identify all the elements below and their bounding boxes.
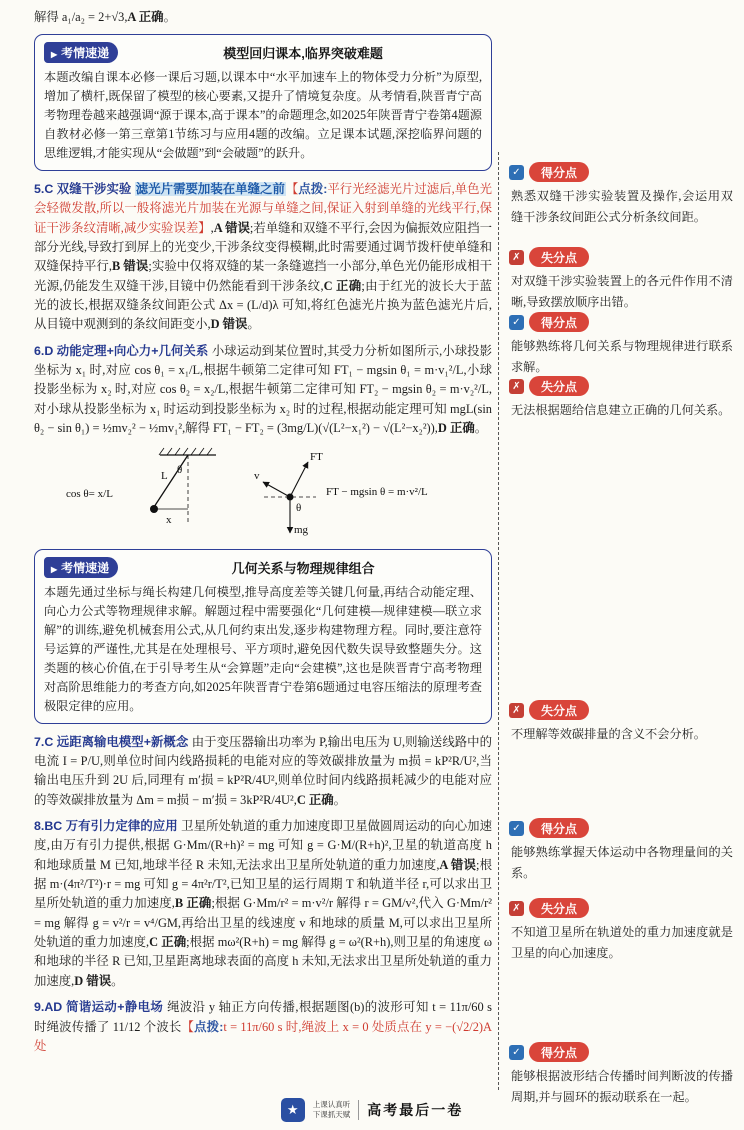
figure-svg	[64, 445, 444, 541]
note-text: 能够根据波形结合传播时间判断波的传播周期,并与圆环的振动联系在一起。	[511, 1069, 733, 1104]
text-segment: 点拨:	[194, 1019, 224, 1034]
text-segment: 绳波沿 y 轴正方向传播,根据题图(b)的波形可知 t = 11π/60 s 时绳波传播了 11/12 个波长	[34, 1000, 496, 1034]
text-segment: 解得 a₁/a₂ = 2+√3,	[34, 10, 128, 24]
note-header	[509, 1042, 737, 1062]
text-segment: 由于变压器输出功率为 P,输出电压为 U,则输送线路中的电流 I = P/U,则单位时间内线路损耗的电能对应的等效碳排放量为 m损 = kP²R/U²,当输出电压升到 2U 后,同理有 m′损 = kP²R/4U²,则单位时间内线路损耗减少的电能对应的等效碳排放量为 Δm = m损 − m′损 = 3kP²R/4U²,	[34, 734, 493, 807]
text-segment: 卫星所处轨道的重力加速度即卫星做圆周运动的向心加速度,由万有引力提供,根据 G·Mm/(R+h)² = mg 可知 g = G·M/(R+h)²,卫星的轨道高度 h 和地球质量 M 已知,地球半径 R 未知,无法求出卫星所处轨道的重力加速度,	[34, 819, 496, 872]
note-header	[509, 818, 737, 838]
text-segment: C 正确	[149, 935, 187, 950]
note-header	[509, 312, 737, 332]
figure-left-formula: cos θ= x/L	[66, 488, 113, 501]
text-segment: B 错误	[111, 259, 149, 274]
note-gain-3	[509, 818, 737, 884]
text-segment: 万有引力定律的应用	[65, 819, 182, 834]
text-segment: 9.AD	[34, 1000, 67, 1015]
infobox-body: 本题先通过坐标与绳长构建几何模型,推导高度差等关键几何量,再结合动能定理、向心力公式等物理规律求解。解题过程中需要强化“几何建模—规律建模—联立求解”的训练,避免机械套用公式,从几何约束出发,逐步构建物理方程。同时,要注意符号运算的严谨性,尤其是在处理根号、平方项时,避免因代数失误导致整题失分。这类题的核心价值,在于引导考生从“会算题”走向“会建模”,这也是陕晋青宁高考物理对高阶思维能力的考查方向,如2025年陕晋青宁卷第6题通过电容压缩法的原理考查极限定律的应用。	[44, 585, 482, 713]
footer-slogans	[313, 1100, 351, 1120]
text-segment: 滤光片需要加装在单缝之前	[135, 181, 285, 196]
note-label: 得分点	[529, 162, 589, 182]
main-column	[34, 8, 496, 1063]
margin-notes	[509, 0, 737, 1130]
figure-label-x: x	[166, 514, 172, 527]
check-icon	[509, 315, 524, 330]
text-segment: ;实验中仅将双缝的某一条缝遮挡一小部分,单色光仍能形成相干光源,仍能发生双缝干涉,目镜中仍然能看到干涉条纹,	[34, 259, 492, 293]
footer-divider	[358, 1100, 359, 1120]
text-segment: B 正确	[174, 896, 212, 911]
note-loss-4	[509, 898, 737, 964]
text-segment: ;由于红光的波长大于蓝光的波长,根据双缝条纹间距公式 Δx = (L/d)λ 可知,将红色滤光片换为蓝色滤光片后,从目镜中观测到的条纹间距变小,	[34, 278, 492, 332]
note-text: 无法根据题给信息建立正确的几何关系。	[511, 403, 731, 417]
text-segment: 7.C	[34, 734, 57, 749]
brand-logo-icon	[281, 1098, 305, 1122]
flag-icon	[51, 561, 57, 575]
text-segment: 远距离输电模型+新概念	[56, 734, 192, 749]
text-segment: 。	[163, 10, 176, 24]
note-gain-2	[509, 312, 737, 378]
note-loss-2	[509, 376, 737, 421]
text-segment: D 错误	[210, 317, 248, 332]
text-segment: 平行光经滤光片过滤后,单色光会轻微发散,所以一般将滤光片加装在光源与单缝之间,保证入射到单缝的光线平行,保证干涉条纹清晰,减少实验误差】	[34, 181, 492, 235]
text-segment: 双缝干涉实验	[56, 181, 135, 196]
cross-icon	[509, 703, 524, 718]
note-label: 失分点	[529, 898, 589, 918]
text-segment: D 错误	[74, 973, 112, 988]
note-text: 不知道卫星所在轨道处的重力加速度就是卫星的向心加速度。	[511, 925, 733, 960]
infobox-body: 本题改编自课本必修一课后习题,以课本中“水平加速车上的物体受力分析”为原型,增加了横杆,既保留了模型的核心要素,又提升了情境复杂度。从考情看,陕晋青宁高考物理卷越来越强调“源于课本,高于课本”的命题理念,如2025年陕晋青宁卷第4题源自教材必修一第三章第1节练习与应用4题的改编。立足课本试题,深挖临界问题的思维逻辑,才能实现从“会做题”到“会破题”的跃升。	[44, 70, 482, 160]
figure-label-theta: θ	[177, 464, 183, 477]
check-icon	[509, 1045, 524, 1060]
note-text: 熟悉双缝干涉实验装置及操作,会运用双缝干涉条纹间距公式分析条纹间距。	[511, 189, 733, 224]
infobox-title: 模型回归课本,临界突破难题	[223, 46, 383, 62]
text-segment: C 正确	[323, 278, 362, 293]
text-segment: 。	[111, 973, 124, 988]
cross-icon	[509, 250, 524, 265]
question-7	[34, 733, 492, 810]
text-segment: ;根据 mω²(R+h) = mg 解得 g = ω²(R+h),则卫星的角速度 ω 和地球的半径 R 已知,卫星距离地球表面的高度 h 未知,无法求出卫星所处轨道的重力加速度,	[34, 935, 496, 988]
note-label: 得分点	[529, 1042, 589, 1062]
note-header	[509, 700, 737, 720]
note-header	[509, 247, 737, 267]
exam-info-box-1	[34, 34, 492, 171]
solution-top-line	[34, 8, 492, 27]
note-header	[509, 898, 737, 918]
figure-label-mg: mg	[294, 524, 309, 537]
question-6	[34, 342, 496, 439]
text-segment: 6.D	[34, 343, 57, 358]
flag-icon	[51, 46, 57, 60]
badge-label: 考情速递	[61, 46, 110, 61]
question-8	[34, 817, 496, 991]
cross-icon	[509, 901, 524, 916]
text-segment: 简谐运动+静电场	[66, 1000, 168, 1015]
badge-label: 考情速递	[61, 561, 110, 576]
question-9	[34, 998, 496, 1056]
infobox-title: 几何关系与物理规律组合	[231, 561, 375, 577]
exam-info-badge	[44, 42, 118, 63]
text-segment: 。	[474, 421, 488, 435]
text-segment: 。	[333, 792, 347, 807]
figure-label-L: L	[161, 470, 168, 483]
cross-icon	[509, 379, 524, 394]
text-segment: 。	[247, 317, 260, 332]
text-segment: ;若单缝和双缝不平行,会因为偏振效应阻挡一部分光线,导致打到屏上的光变少,干涉条纹变得模糊,此时需要通过调节拨杆使单缝和双缝保持平行,	[34, 220, 492, 274]
text-segment: ;根据 m·(4π²/T²)·r = mg 可知 g = 4π²r/T²,已知卫星的运行周期 T 和轨道半径 r,可以求出卫星所处轨道的重力加速度,	[34, 857, 492, 911]
infobox-header	[44, 42, 482, 63]
check-icon	[509, 821, 524, 836]
figure-label-tension: FT	[310, 451, 323, 464]
infobox-header	[44, 557, 482, 578]
check-icon	[509, 165, 524, 180]
page-footer	[0, 1098, 744, 1122]
text-segment: ;根据 G·Mm/r² = m·v²/r 解得 r = GM/v²,代入 G·Mm/r² = mg 解得 g = v²/r = v⁴/GM,再给出卫星的线速度 v 和地球的质量 M,可以求出卫星所处轨道的重力加速度,	[34, 896, 496, 950]
footer-slogan-line1: 上课认真听	[312, 1099, 351, 1109]
figure-label-theta2: θ	[296, 502, 302, 515]
text-segment: 5.C	[34, 181, 57, 196]
text-segment: 【	[181, 1019, 195, 1034]
text-segment: A 错误	[439, 857, 477, 872]
note-text: 能够熟练将几何关系与物理规律进行联系求解。	[511, 339, 733, 374]
note-label: 失分点	[529, 247, 589, 267]
note-header	[509, 376, 737, 396]
note-text: 能够熟练掌握天体运动中各物理量间的关系。	[511, 845, 733, 880]
footer-brand: 高考最后一卷	[367, 1102, 464, 1118]
note-gain-1	[509, 162, 737, 228]
figure-right-formula: FT − mgsin θ = m·v²/L	[326, 486, 428, 499]
note-loss-3	[509, 700, 737, 745]
exam-info-box-2	[34, 549, 492, 723]
figure-label-v: v	[254, 470, 260, 483]
text-segment: A 正确	[127, 10, 164, 24]
note-label: 失分点	[529, 376, 589, 396]
note-loss-1	[509, 247, 737, 313]
note-header	[509, 162, 737, 182]
note-text: 对双缝干涉实验装置上的各元件作用不清晰,导致摆放顺序出错。	[511, 274, 733, 309]
physics-figure	[64, 445, 492, 541]
text-segment: 【	[285, 181, 299, 196]
note-label: 得分点	[529, 312, 589, 332]
text-segment: 动能定理+向心力+几何关系	[56, 343, 212, 358]
column-divider	[498, 152, 499, 1090]
text-segment: D 正确	[437, 421, 475, 435]
note-label: 失分点	[529, 700, 589, 720]
footer-slogan-line2: 下课抓天赋	[312, 1110, 351, 1119]
exam-info-badge	[44, 557, 118, 578]
note-label: 得分点	[529, 818, 589, 838]
text-segment: ,	[210, 220, 214, 235]
text-segment: C 正确	[296, 792, 334, 807]
text-segment: A 错误	[213, 220, 250, 235]
text-segment: 小球运动到某位置时,其受力分析如图所示,小球投影坐标为 x₁ 时,对应 cos θ₁ = x₁/L,根据牛顿第二定律可知 FT₁ − mgsin θ₁ = m·v₁²/L,小球投影坐标为 x₂ 时,对应 cos θ₂ = x₂/L,根据牛顿第二定律可知 FT₂ − mgsin θ₂ = m·v₂²/L,对小球从投影坐标为 x₁ 时运动到投影坐标为 x₂ 时的过程,根据动能定理可知 mgL(sin θ₂ − sin θ₁) = ½mv₂² − ½mv₁²,解得 FT₁ − FT₂ = (3mg/L)(√(L²−x₁²) − √(L²−x₂²)),	[34, 343, 496, 435]
text-segment: t = 11π/60 s 时,绳波上 x = 0 处质点在 y = −(√2/2)A 处	[34, 1019, 496, 1053]
text-segment: 8.BC	[34, 819, 66, 834]
text-segment: 点拨:	[298, 181, 328, 196]
note-text: 不理解等效碳排量的含义不会分析。	[511, 727, 706, 741]
question-5	[34, 180, 492, 335]
